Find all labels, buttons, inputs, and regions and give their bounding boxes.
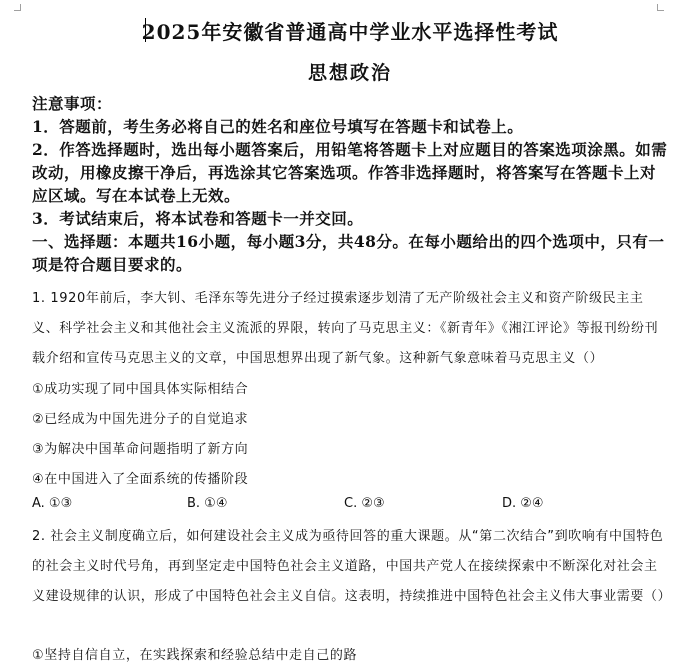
exam-title: 2025年安徽省普通高中学业水平选择性考试 (141, 20, 559, 44)
question-2-option-1: ①坚持自信自立，在实践探索和经验总结中走自己的路 (32, 648, 358, 663)
question-1-option-3: ③为解决中国革命问题指明了新方向 (32, 442, 249, 457)
section-instruction: 一、选择题：本题共16小题，每小题3分，共48分。在每小题给出的四个选项中，只有一项是符合题目要求的。 (32, 232, 665, 274)
subject-title: 思想政治 (307, 62, 392, 84)
note-item-3: 3．考试结束后，将本试卷和答题卡一并交回。 (32, 209, 364, 228)
question-1-stem: 1. 1920年前后，李大钊、毛泽东等先进分子经过摸索逐步划清了无产阶级社会主义和资产阶级民主主义、科学社会主义和其他社会主义流派的界限，转向了马克思主义：《新青年》《湘江评论》等报刊纷纷刊载介绍和宣传马克思主义的文章，中国思想界出现了新气象。这种新气象意味着马克思主义（） (32, 291, 659, 366)
answer-choice-c: C. ②③ (344, 496, 385, 511)
note-item-1: 1．答题前，考生务必将自己的姓名和座位号填写在答题卡和试卷上。 (32, 117, 524, 136)
answer-choice-d: D. ②④ (502, 496, 544, 511)
answer-choice-b: B. ①④ (187, 496, 228, 511)
page-corner-mark-right (657, 4, 664, 11)
question-2-stem: 2. 社会主义制度确立后，如何建设社会主义成为亟待回答的重大课题。从“第二次结合”到吹响有中国特色的社会主义时代号角，再到坚定走中国特色社会主义道路，中国共产党人在接续探索中不断深化对社会主义建设规律的认识，形成了中国特色社会主义自信。这表明，持续推进中国特色社会主义伟大事业需要（） (32, 529, 672, 604)
notes-heading: 注意事项： (32, 94, 113, 113)
answer-choice-a: A. ①③ (32, 496, 73, 511)
page-corner-mark-left (14, 4, 21, 11)
question-1-option-2: ②已经成为中国先进分子的自觉追求 (32, 412, 249, 427)
note-item-2: 2．作答选择题时，选出每小题答案后，用铅笔将答题卡上对应题目的答案选项涂黑。如需改动，用橡皮擦干净后，再选涂其它答案选项。作答非选择题时，将答案写在答题卡上对应区域。写在本试卷上无效。 (32, 140, 668, 205)
question-1-option-4: ④在中国进入了全面系统的传播阶段 (32, 472, 249, 487)
question-1-option-1: ①成功实现了同中国具体实际相结合 (32, 382, 249, 397)
